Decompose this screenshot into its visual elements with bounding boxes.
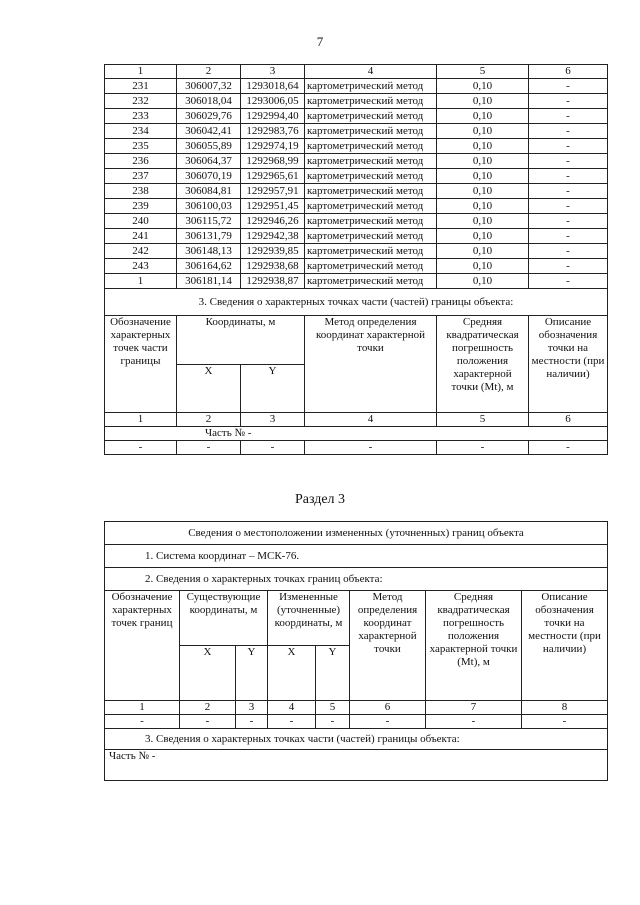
description: - <box>529 244 608 259</box>
header-x: X <box>177 364 241 413</box>
header-changed-coords: Измененные (уточненные) координаты, м <box>268 591 350 646</box>
coordinate-system: 1. Система координат – МСК-76. <box>105 545 608 568</box>
error-value: 0,10 <box>437 169 529 184</box>
part-points-heading: 3. Сведения о характерных точках части (частей) границы объекта: <box>105 729 608 750</box>
description: - <box>529 274 608 289</box>
description: - <box>529 94 608 109</box>
error-value: 0,10 <box>437 274 529 289</box>
header-error: Средняя квадратическая погрешность положения характерной точки (Mt), м <box>426 591 522 701</box>
coord-x: 306042,41 <box>177 124 241 139</box>
method: картометрический метод <box>305 259 437 274</box>
header-y: Y <box>241 364 305 413</box>
method: картометрический метод <box>305 214 437 229</box>
coord-y: 1292983,76 <box>241 124 305 139</box>
header-method: Метод определения координат характерной точки <box>305 316 437 413</box>
point-number: 235 <box>105 139 177 154</box>
col-num: 4 <box>268 701 316 715</box>
description: - <box>529 109 608 124</box>
column-number-row <box>105 701 608 715</box>
error-value: 0,10 <box>437 184 529 199</box>
boundary-points-table <box>104 64 608 455</box>
point-number: 240 <box>105 214 177 229</box>
col-num: 6 <box>529 413 608 427</box>
part-label: Часть № - <box>105 750 608 781</box>
method: картометрический метод <box>305 79 437 94</box>
dash-cell: - <box>236 715 268 729</box>
description: - <box>529 139 608 154</box>
description: - <box>529 259 608 274</box>
header-designation: Обозначение характерных точек части границы <box>105 316 177 413</box>
description: - <box>529 124 608 139</box>
dash-cell: - <box>268 715 316 729</box>
dash-cell: - <box>426 715 522 729</box>
col-num: 3 <box>236 701 268 715</box>
part-label: Часть № - <box>105 427 608 441</box>
coord-y: 1292968,99 <box>241 154 305 169</box>
table-row <box>105 109 608 124</box>
col-num: 4 <box>305 65 437 79</box>
coord-x: 306148,13 <box>177 244 241 259</box>
column-number-row <box>105 413 608 427</box>
page-number: 7 <box>316 34 324 49</box>
point-number: 237 <box>105 169 177 184</box>
header-coordinates: Координаты, м <box>177 316 305 365</box>
col-num: 1 <box>105 65 177 79</box>
col-num: 4 <box>305 413 437 427</box>
coord-x: 306115,72 <box>177 214 241 229</box>
coord-y: 1292951,45 <box>241 199 305 214</box>
description: - <box>529 214 608 229</box>
method: картометрический метод <box>305 244 437 259</box>
table-row <box>105 79 608 94</box>
coord-x: 306084,81 <box>177 184 241 199</box>
description: - <box>529 199 608 214</box>
changed-boundaries-table <box>104 521 608 781</box>
method: картометрический метод <box>305 199 437 214</box>
table-row <box>105 214 608 229</box>
coord-y: 1292957,91 <box>241 184 305 199</box>
coord-x: 306131,79 <box>177 229 241 244</box>
description: - <box>529 154 608 169</box>
coord-x: 306055,89 <box>177 139 241 154</box>
point-number: 232 <box>105 94 177 109</box>
table-row <box>105 169 608 184</box>
error-value: 0,10 <box>437 154 529 169</box>
error-value: 0,10 <box>437 214 529 229</box>
col-num: 5 <box>437 65 529 79</box>
description: - <box>529 169 608 184</box>
method: картометрический метод <box>305 274 437 289</box>
header-existing-x: X <box>180 646 236 701</box>
point-number: 234 <box>105 124 177 139</box>
col-num: 1 <box>105 701 180 715</box>
error-value: 0,10 <box>437 199 529 214</box>
col-num: 3 <box>241 413 305 427</box>
dash-cell: - <box>180 715 236 729</box>
point-number: 239 <box>105 199 177 214</box>
error-value: 0,10 <box>437 94 529 109</box>
method: картометрический метод <box>305 94 437 109</box>
part-points-heading: 3. Сведения о характерных точках части (частей) границы объекта: <box>105 289 608 316</box>
method: картометрический метод <box>305 154 437 169</box>
point-number: 238 <box>105 184 177 199</box>
table-row <box>105 244 608 259</box>
description: - <box>529 79 608 94</box>
coord-x: 306064,37 <box>177 154 241 169</box>
col-num: 2 <box>177 65 241 79</box>
dash-cell: - <box>350 715 426 729</box>
description: - <box>529 229 608 244</box>
point-number: 231 <box>105 79 177 94</box>
point-number: 243 <box>105 259 177 274</box>
header-designation: Обозначение характерных точек границ <box>105 591 180 701</box>
coord-x: 306070,19 <box>177 169 241 184</box>
column-number-row <box>105 65 608 79</box>
dash-cell: - <box>522 715 608 729</box>
table-row <box>105 124 608 139</box>
point-number: 241 <box>105 229 177 244</box>
points-heading: 2. Сведения о характерных точках границ объекта: <box>105 568 608 591</box>
point-number: 1 <box>105 274 177 289</box>
dash-cell: - <box>105 441 177 455</box>
method: картометрический метод <box>305 229 437 244</box>
coord-y: 1292938,68 <box>241 259 305 274</box>
table-row <box>105 274 608 289</box>
dash-cell: - <box>437 441 529 455</box>
dash-cell: - <box>241 441 305 455</box>
point-number: 242 <box>105 244 177 259</box>
col-num: 3 <box>241 65 305 79</box>
method: картометрический метод <box>305 109 437 124</box>
error-value: 0,10 <box>437 229 529 244</box>
error-value: 0,10 <box>437 109 529 124</box>
header-description: Описание обозначения точки на местности (при наличии) <box>522 591 608 701</box>
coord-y: 1292942,38 <box>241 229 305 244</box>
header-error: Средняя квадратическая погрешность положения характерной точки (Mt), м <box>437 316 529 413</box>
table-row <box>105 259 608 274</box>
coord-x: 306164,62 <box>177 259 241 274</box>
dash-cell: - <box>305 441 437 455</box>
table-row <box>105 94 608 109</box>
coord-x: 306029,76 <box>177 109 241 124</box>
header-changed-x: X <box>268 646 316 701</box>
col-num: 5 <box>316 701 350 715</box>
error-value: 0,10 <box>437 244 529 259</box>
method: картометрический метод <box>305 124 437 139</box>
error-value: 0,10 <box>437 259 529 274</box>
dash-cell: - <box>316 715 350 729</box>
col-num: 7 <box>426 701 522 715</box>
coord-y: 1293018,64 <box>241 79 305 94</box>
coord-y: 1292994,40 <box>241 109 305 124</box>
coord-x: 306181,14 <box>177 274 241 289</box>
col-num: 5 <box>437 413 529 427</box>
col-num: 1 <box>105 413 177 427</box>
header-method: Метод определения координат характерной точки <box>350 591 426 701</box>
header-existing-y: Y <box>236 646 268 701</box>
coord-y: 1292946,26 <box>241 214 305 229</box>
coord-y: 1292965,61 <box>241 169 305 184</box>
coord-x: 306100,03 <box>177 199 241 214</box>
coord-x: 306018,04 <box>177 94 241 109</box>
col-num: 2 <box>177 413 241 427</box>
header-changed-y: Y <box>316 646 350 701</box>
method: картометрический метод <box>305 139 437 154</box>
table-row <box>105 139 608 154</box>
dash-cell: - <box>105 715 180 729</box>
col-num: 8 <box>522 701 608 715</box>
col-num: 2 <box>180 701 236 715</box>
coord-y: 1292939,85 <box>241 244 305 259</box>
col-num: 6 <box>350 701 426 715</box>
dash-cell: - <box>177 441 241 455</box>
table-title: Сведения о местоположении измененных (уточненных) границ объекта <box>105 522 608 545</box>
header-existing-coords: Существующие координаты, м <box>180 591 268 646</box>
header-description: Описание обозначения точки на местности (при наличии) <box>529 316 608 413</box>
error-value: 0,10 <box>437 79 529 94</box>
point-number: 233 <box>105 109 177 124</box>
table-row <box>105 154 608 169</box>
error-value: 0,10 <box>437 139 529 154</box>
coord-y: 1292974,19 <box>241 139 305 154</box>
description: - <box>529 184 608 199</box>
method: картометрический метод <box>305 184 437 199</box>
col-num: 6 <box>529 65 608 79</box>
coord-x: 306007,32 <box>177 79 241 94</box>
section-title: Раздел 3 <box>294 492 346 507</box>
table-row <box>105 184 608 199</box>
table-row <box>105 229 608 244</box>
table-row <box>105 199 608 214</box>
point-number: 236 <box>105 154 177 169</box>
dash-cell: - <box>529 441 608 455</box>
error-value: 0,10 <box>437 124 529 139</box>
coord-y: 1293006,05 <box>241 94 305 109</box>
method: картометрический метод <box>305 169 437 184</box>
coord-y: 1292938,87 <box>241 274 305 289</box>
